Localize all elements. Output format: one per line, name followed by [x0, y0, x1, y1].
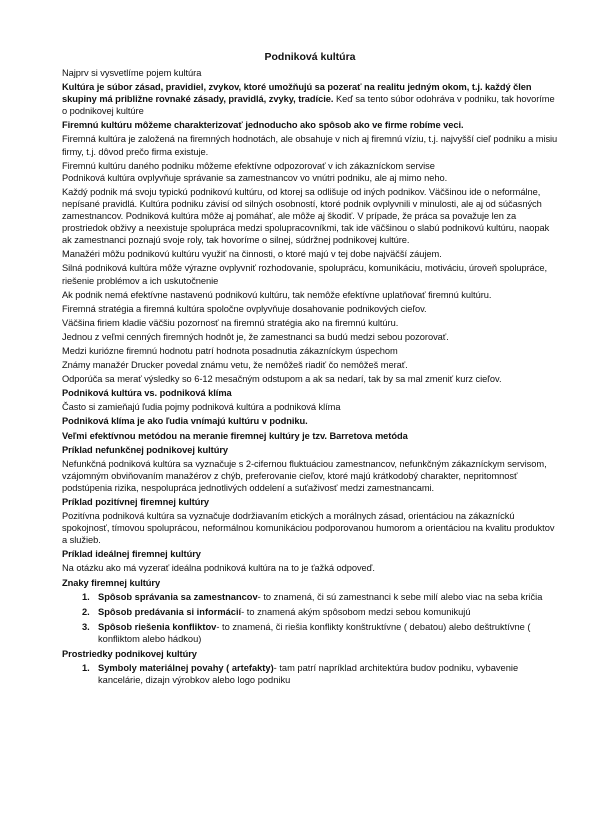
paragraph-measure: Odporúča sa merať výsledky so 6-12 mesačným odstupom a ak sa nedarí, tak by sa mal zmeniť kurz cieľov. — [62, 374, 502, 385]
paragraph-managers: Manažéri môžu podnikovú kultúru využiť na činnosti, o ktoré majú v tej dobe najväčší záujem. — [62, 249, 442, 260]
firm-culture-characterization: Firemnú kultúru môžeme charakterizovať jednoducho ako spôsob ako ve firme robíme veci. — [62, 120, 464, 131]
culture-definition — [62, 81, 558, 117]
paragraph-typical-culture: Každý podnik má svoju typickú podnikovú kultúru, od ktorej sa odlišuje od iných podnikov. Väčšinou ide o neformálne, nepísané pravidlá. Kultúra podniku závisí od silných osobností, ktoré podnik ovplyvnili v minulosti, ale aj od súčasných zamestnancov. Podniková kultúra môže aj pomáhať, ale môže aj škodiť. V prípade, že práca sa považuje len za prostriedok obživy a neexistuje spolupráca medzi spolupracovníkmi, tak ide väčšinou o slabú podnikovú kultúru, naopak ak zamestnanci poznajú svoje roly, tak hovoríme o silnej, súdržnej podnikovej kultúre. — [62, 186, 550, 246]
paragraph-strategy: Firemná stratégia a firemná kultúra spoločne ovplyvňuje dosahovanie podnikových cieľov. — [62, 303, 427, 314]
list-item: 2. Spôsob predávania si informácií- to znamená akým spôsobom medzi sebou komunikujú — [82, 606, 471, 617]
list-item: 3. Spôsob riešenia konfliktov- to znamená, či riešia konflikty konštruktívne ( debatou) alebo deštruktívne ( konfliktom alebo hádkou) — [82, 621, 531, 644]
paragraph-most-firms: Väčšina firiem kladie väčšiu pozornosť na firemnú stratégia ako na firemnú kultúru. — [62, 317, 399, 328]
document-title: Podniková kultúra — [264, 51, 356, 63]
paragraph-behavior: Podniková kultúra ovplyvňuje správanie sa zamestnancov vo vnútri podniku, ale aj mimo neho. — [62, 172, 448, 183]
heading-ideal: Príklad ideálnej firemnej kultúry — [62, 549, 201, 560]
list-item: 1. Spôsob správania sa zamestnancov- to znamená, či sú zamestnanci k sebe milí alebo viac na seba kričia — [82, 591, 543, 602]
culture-definition-bold: Kultúra je súbor zásad, pravidiel, zvykov, ktoré umožňujú sa pozerať na realitu jedným okom, t.j. každý člen skupiny má približne rovnaké zásady, pravidlá, zvyky, tradície. — [62, 82, 532, 105]
paragraph-values: Firemná kultúra je založená na firemných hodnotách, ale obsahuje v nich aj firemnú víziu, t.j. najvyšší cieľ podniku a misiu firmy, t.j. dôvod prečo firma existuje. — [62, 134, 558, 157]
heading-positive: Príklad pozitívnej firemnej kultúry — [62, 497, 210, 507]
heading-signs: Znaky firemnej kultúry — [62, 577, 161, 588]
paragraph-ineffective: Ak podnik nemá efektívne nastavenú podnikovú kultúru, tak nemôže efektívne uplatňovať firemnú kultúru. — [62, 289, 492, 300]
paragraph-confuse: Často si zamieňajú ľudia pojmy podniková kultúra a podniková klíma — [62, 402, 341, 413]
means-list — [62, 662, 558, 686]
list-item: 1. Symboly materiálnej povahy ( artefakty)- tam patrí napríklad architektúra budov podniku, vybavenie kancelárie, dizajn výrobkov alebo logo podniku — [82, 663, 519, 686]
paragraph-customer-service: Firemnú kultúru daného podniku môžeme efektívne odpozorovať v ich zákazníckom servise — [62, 160, 435, 171]
paragraph-curious: Medzi kuriózne firemnú hodnotu patrí hodnota posadnutia zákazníckym úspechom — [62, 345, 398, 356]
intro-paragraph: Najprv si vysvetlíme pojem kultúra — [62, 68, 202, 78]
paragraph-drucker: Známy manažér Drucker povedal známu vetu, že nemôžeš riadiť čo nemôžeš merať. — [62, 360, 408, 371]
paragraph-valuable: Jednou z veľmi cenných firemných hodnôt je, že zamestnanci sa budú medzi sebou pozorovať. — [62, 331, 449, 342]
paragraph-ideal: Na otázku ako má vyzerať ideálna podniková kultúra na to je ťažká odpoveď. — [62, 563, 375, 574]
paragraph-positive: Pozitívna podniková kultúra sa vyznačuje dodržiavaním etických a morálnych zásad, orientáciou na zákazníckú spokojnosť, tímovou spoluprácou, neformálnou komunikáciou podporovanou humorom a orientáciou na kvalitu produktov a služieb. — [62, 511, 555, 546]
heading-dysfunctional: Príklad nefunkčnej podnikovej kultúry — [62, 444, 229, 455]
signs-list — [62, 591, 558, 645]
climate-definition: Podniková klíma je ako ľudia vnímajú kultúru v podniku. — [62, 416, 308, 427]
heading-culture-vs-climate: Podniková kultúra vs. podniková klíma — [62, 388, 232, 399]
document-page — [62, 50, 558, 689]
paragraph-strong-culture: Silná podniková kultúra môže výrazne ovplyvniť rozhodovanie, spoluprácu, komunikáciu, motiváciu, úroveň spolupráce, riešenie problémov a ich uskutočnenie — [62, 263, 548, 286]
barreto-method: Veľmi efektívnou metódou na meranie firemnej kultúry je tzv. Barretova metóda — [62, 430, 408, 441]
culture-definition-rest: Keď sa tento súbor odohráva v podniku, tak hovoríme o podnikovej kultúre — [62, 94, 555, 117]
heading-means: Prostriedky podnikovej kultúry — [62, 649, 197, 660]
paragraph-dysfunctional: Nefunkčná podniková kultúra sa vyznačuje s 2-cifernou fluktuáciou zamestnancov, nefunkčným zákazníckym servisom, vzájomným obviňovaním manažérov z chýb, preferovanie cieľov, ktoré majú krátkodobý charakter, nepritomnosť podstúpenia rizika, nespolupráca jednotlivých oddelení a suťaživosť medzi zamestnancami. — [62, 458, 547, 493]
